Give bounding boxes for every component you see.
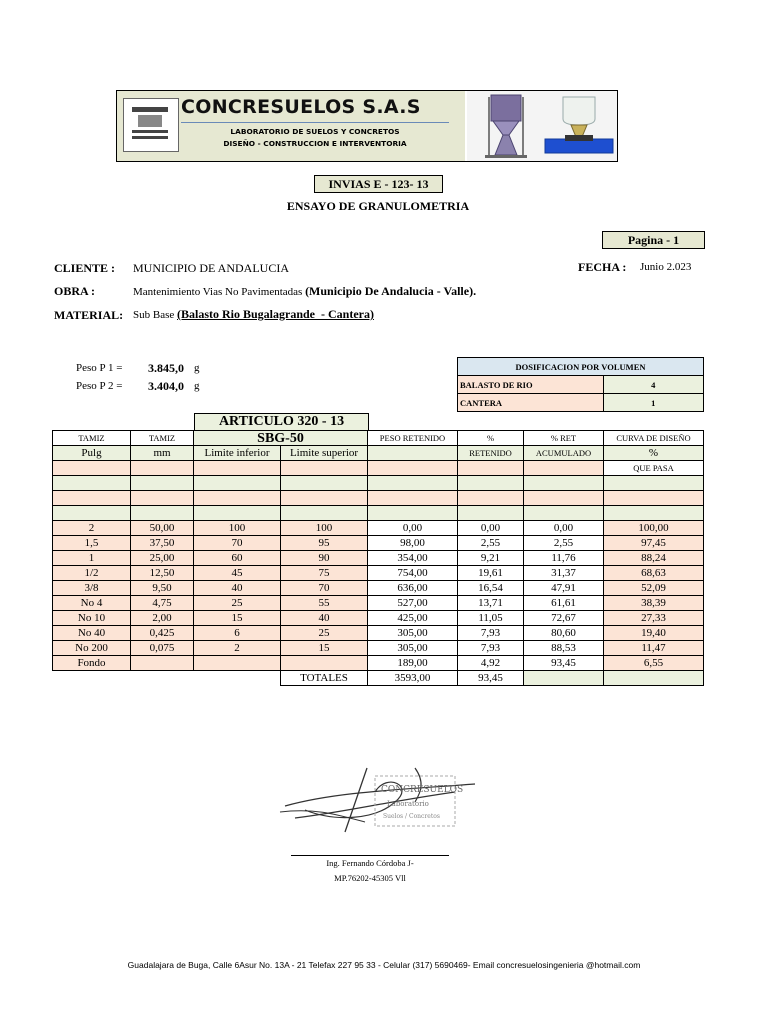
table-cell: 754,00 xyxy=(368,566,458,581)
header-curva: CURVA DE DISEÑO xyxy=(604,431,704,446)
company-logo xyxy=(123,98,179,152)
articulo-spec: SBG-50 xyxy=(194,431,368,446)
header-tamiz-2: TAMIZ xyxy=(131,431,194,446)
table-cell: 25 xyxy=(281,626,368,641)
table-cell xyxy=(194,656,281,671)
table-cell: 100,00 xyxy=(604,521,704,536)
table-cell: 93,45 xyxy=(524,656,604,671)
header-pulg: Pulg xyxy=(53,446,131,461)
company-name: CONCRESUELOS S.A.S xyxy=(181,96,421,118)
table-cell: 189,00 xyxy=(368,656,458,671)
svg-text:Laboratorio: Laboratorio xyxy=(387,800,429,808)
material-label: MATERIAL: xyxy=(54,308,124,322)
table-cell: 15 xyxy=(194,611,281,626)
material-value xyxy=(133,307,374,322)
table-cell: 1,5 xyxy=(53,536,131,551)
page-number: Pagina - 1 xyxy=(602,231,705,249)
table-cell: 100 xyxy=(194,521,281,536)
peso1-value: 3.845,0 xyxy=(148,361,184,375)
signer-name: Ing. Fernando Córdoba J- xyxy=(326,858,414,868)
dosificacion-title: DOSIFICACION POR VOLUMEN xyxy=(458,358,704,376)
table-cell: 25,00 xyxy=(131,551,194,566)
svg-text:Suelos / Concretos: Suelos / Concretos xyxy=(383,813,440,820)
table-cell: 425,00 xyxy=(368,611,458,626)
header-percent-ret: % RET xyxy=(524,431,604,446)
totales-percent: 93,45 xyxy=(458,671,524,686)
table-cell: 100 xyxy=(281,521,368,536)
header-pct: % xyxy=(604,446,704,461)
dosificacion-name: BALASTO DE RIO xyxy=(458,376,604,394)
table-cell: 1/2 xyxy=(53,566,131,581)
granulometria-table xyxy=(52,430,704,686)
table-cell: 45 xyxy=(194,566,281,581)
table-row xyxy=(53,596,704,611)
table-cell: 2 xyxy=(53,521,131,536)
table-cell xyxy=(131,656,194,671)
table-row xyxy=(53,611,704,626)
header-que-pasa: QUE PASA xyxy=(604,461,704,476)
table-cell: 19,61 xyxy=(458,566,524,581)
peso1-label: Peso P 1 = xyxy=(76,362,123,374)
obra-location: (Municipio De Andalucia - Valle). xyxy=(305,284,477,298)
table-row xyxy=(53,626,704,641)
table-row xyxy=(53,656,704,671)
header-percent: % xyxy=(458,431,524,446)
table-row xyxy=(53,521,704,536)
table-cell: 37,50 xyxy=(131,536,194,551)
table-cell: 75 xyxy=(281,566,368,581)
header-acumulado: ACUMULADO xyxy=(524,446,604,461)
table-cell: 19,40 xyxy=(604,626,704,641)
table-cell: 0,00 xyxy=(458,521,524,536)
dosificacion-table xyxy=(457,357,704,412)
table-row xyxy=(53,581,704,596)
table-cell: 2,55 xyxy=(458,536,524,551)
header-limite-inferior: Limite inferior xyxy=(194,446,281,461)
table-cell: 11,05 xyxy=(458,611,524,626)
banner-text-area xyxy=(117,91,465,161)
table-cell: 6,55 xyxy=(604,656,704,671)
header-retenido: RETENIDO xyxy=(458,446,524,461)
table-cell: 98,00 xyxy=(368,536,458,551)
table-cell: 16,54 xyxy=(458,581,524,596)
table-cell: 27,33 xyxy=(604,611,704,626)
peso2-value: 3.404,0 xyxy=(148,379,184,393)
cliente-label: CLIENTE : xyxy=(54,261,116,275)
table-row xyxy=(53,641,704,656)
table-cell: 7,93 xyxy=(458,641,524,656)
table-cell: No 200 xyxy=(53,641,131,656)
table-cell: No 40 xyxy=(53,626,131,641)
signer-license: MP.76202-45305 Vll xyxy=(334,873,406,883)
obra-value xyxy=(133,284,476,299)
table-cell: 61,61 xyxy=(524,596,604,611)
table-cell: 72,67 xyxy=(524,611,604,626)
header-tamiz-1: TAMIZ xyxy=(53,431,131,446)
header-peso-retenido: PESO RETENIDO xyxy=(368,431,458,446)
table-cell: 0,075 xyxy=(131,641,194,656)
table-cell: 60 xyxy=(194,551,281,566)
table-cell: 2 xyxy=(194,641,281,656)
table-cell: 4,92 xyxy=(458,656,524,671)
table-row xyxy=(53,536,704,551)
table-cell: Fondo xyxy=(53,656,131,671)
table-cell: 13,71 xyxy=(458,596,524,611)
totales-peso: 3593,00 xyxy=(368,671,458,686)
table-row xyxy=(53,566,704,581)
table-cell: 2,55 xyxy=(524,536,604,551)
signature-stamp xyxy=(275,762,495,842)
table-cell: 38,39 xyxy=(604,596,704,611)
table-cell: 15 xyxy=(281,641,368,656)
table-cell: 88,53 xyxy=(524,641,604,656)
table-cell: 52,09 xyxy=(604,581,704,596)
table-cell xyxy=(281,656,368,671)
table-cell: 0,425 xyxy=(131,626,194,641)
table-cell: No 4 xyxy=(53,596,131,611)
table-cell: 1 xyxy=(53,551,131,566)
table-cell: 97,45 xyxy=(604,536,704,551)
table-cell: 40 xyxy=(194,581,281,596)
table-cell: 9,50 xyxy=(131,581,194,596)
table-cell: 70 xyxy=(281,581,368,596)
company-banner xyxy=(116,90,618,162)
table-cell: 6 xyxy=(194,626,281,641)
table-cell: 354,00 xyxy=(368,551,458,566)
table-cell: 95 xyxy=(281,536,368,551)
table-cell: 7,93 xyxy=(458,626,524,641)
table-cell: 80,60 xyxy=(524,626,604,641)
dosificacion-name: CANTERA xyxy=(458,394,604,412)
table-cell: 2,00 xyxy=(131,611,194,626)
company-tagline-1: LABORATORIO DE SUELOS Y CONCRETOS xyxy=(230,127,400,136)
table-cell: 47,91 xyxy=(524,581,604,596)
material-source: (Balasto Rio Bugalagrande - Cantera) xyxy=(177,307,374,321)
cliente-value: MUNICIPIO DE ANDALUCIA xyxy=(133,261,289,275)
peso2-unit: g xyxy=(194,380,200,392)
articulo-title: ARTICULO 320 - 13 xyxy=(194,413,369,430)
table-cell: 3/8 xyxy=(53,581,131,596)
table-cell: 11,76 xyxy=(524,551,604,566)
table-cell: 70 xyxy=(194,536,281,551)
table-cell: 90 xyxy=(281,551,368,566)
table-cell: 305,00 xyxy=(368,626,458,641)
table-cell: 88,24 xyxy=(604,551,704,566)
peso2-label: Peso P 2 = xyxy=(76,380,123,392)
table-cell: 0,00 xyxy=(368,521,458,536)
table-cell: 25 xyxy=(194,596,281,611)
footer-contact: Guadalajara de Buga, Calle 6Asur No. 13A - 21 Telefax 227 95 33 - Celular (317) 5690469- Email concresuelosingenieria @hotmail.com xyxy=(127,960,641,970)
totales-label: TOTALES xyxy=(281,671,368,686)
test-title: ENSAYO DE GRANULOMETRIA xyxy=(286,199,470,213)
sieve-rows xyxy=(53,521,704,671)
table-cell: 12,50 xyxy=(131,566,194,581)
fecha-label: FECHA : xyxy=(578,260,627,274)
table-cell: 31,37 xyxy=(524,566,604,581)
obra-label: OBRA : xyxy=(54,284,96,298)
table-cell: 68,63 xyxy=(604,566,704,581)
table-cell: 50,00 xyxy=(131,521,194,536)
lab-equipment-image xyxy=(467,91,617,161)
dosificacion-value: 1 xyxy=(603,394,703,412)
table-cell: 527,00 xyxy=(368,596,458,611)
fecha-value: Junio 2.023 xyxy=(640,261,692,273)
peso1-unit: g xyxy=(194,362,200,374)
table-cell: 636,00 xyxy=(368,581,458,596)
svg-text:CONCRESUELOS: CONCRESUELOS xyxy=(381,785,464,795)
header-limite-superior: Limite superior xyxy=(281,446,368,461)
header-blank xyxy=(368,446,458,461)
material-text: Sub Base xyxy=(133,309,177,321)
header-mm: mm xyxy=(131,446,194,461)
table-cell: 4,75 xyxy=(131,596,194,611)
company-tagline-2: DISEÑO - CONSTRUCCION E INTERVENTORIA xyxy=(223,139,407,148)
table-cell: 40 xyxy=(281,611,368,626)
table-cell: 9,21 xyxy=(458,551,524,566)
obra-text: Mantenimiento Vias No Pavimentadas xyxy=(133,286,306,298)
table-cell: 55 xyxy=(281,596,368,611)
table-cell: 0,00 xyxy=(524,521,604,536)
table-cell: 11,47 xyxy=(604,641,704,656)
norma-label: INVIAS E - 123- 13 xyxy=(314,175,443,193)
table-cell: No 10 xyxy=(53,611,131,626)
table-cell: 305,00 xyxy=(368,641,458,656)
dosificacion-value: 4 xyxy=(603,376,703,394)
table-row xyxy=(53,551,704,566)
